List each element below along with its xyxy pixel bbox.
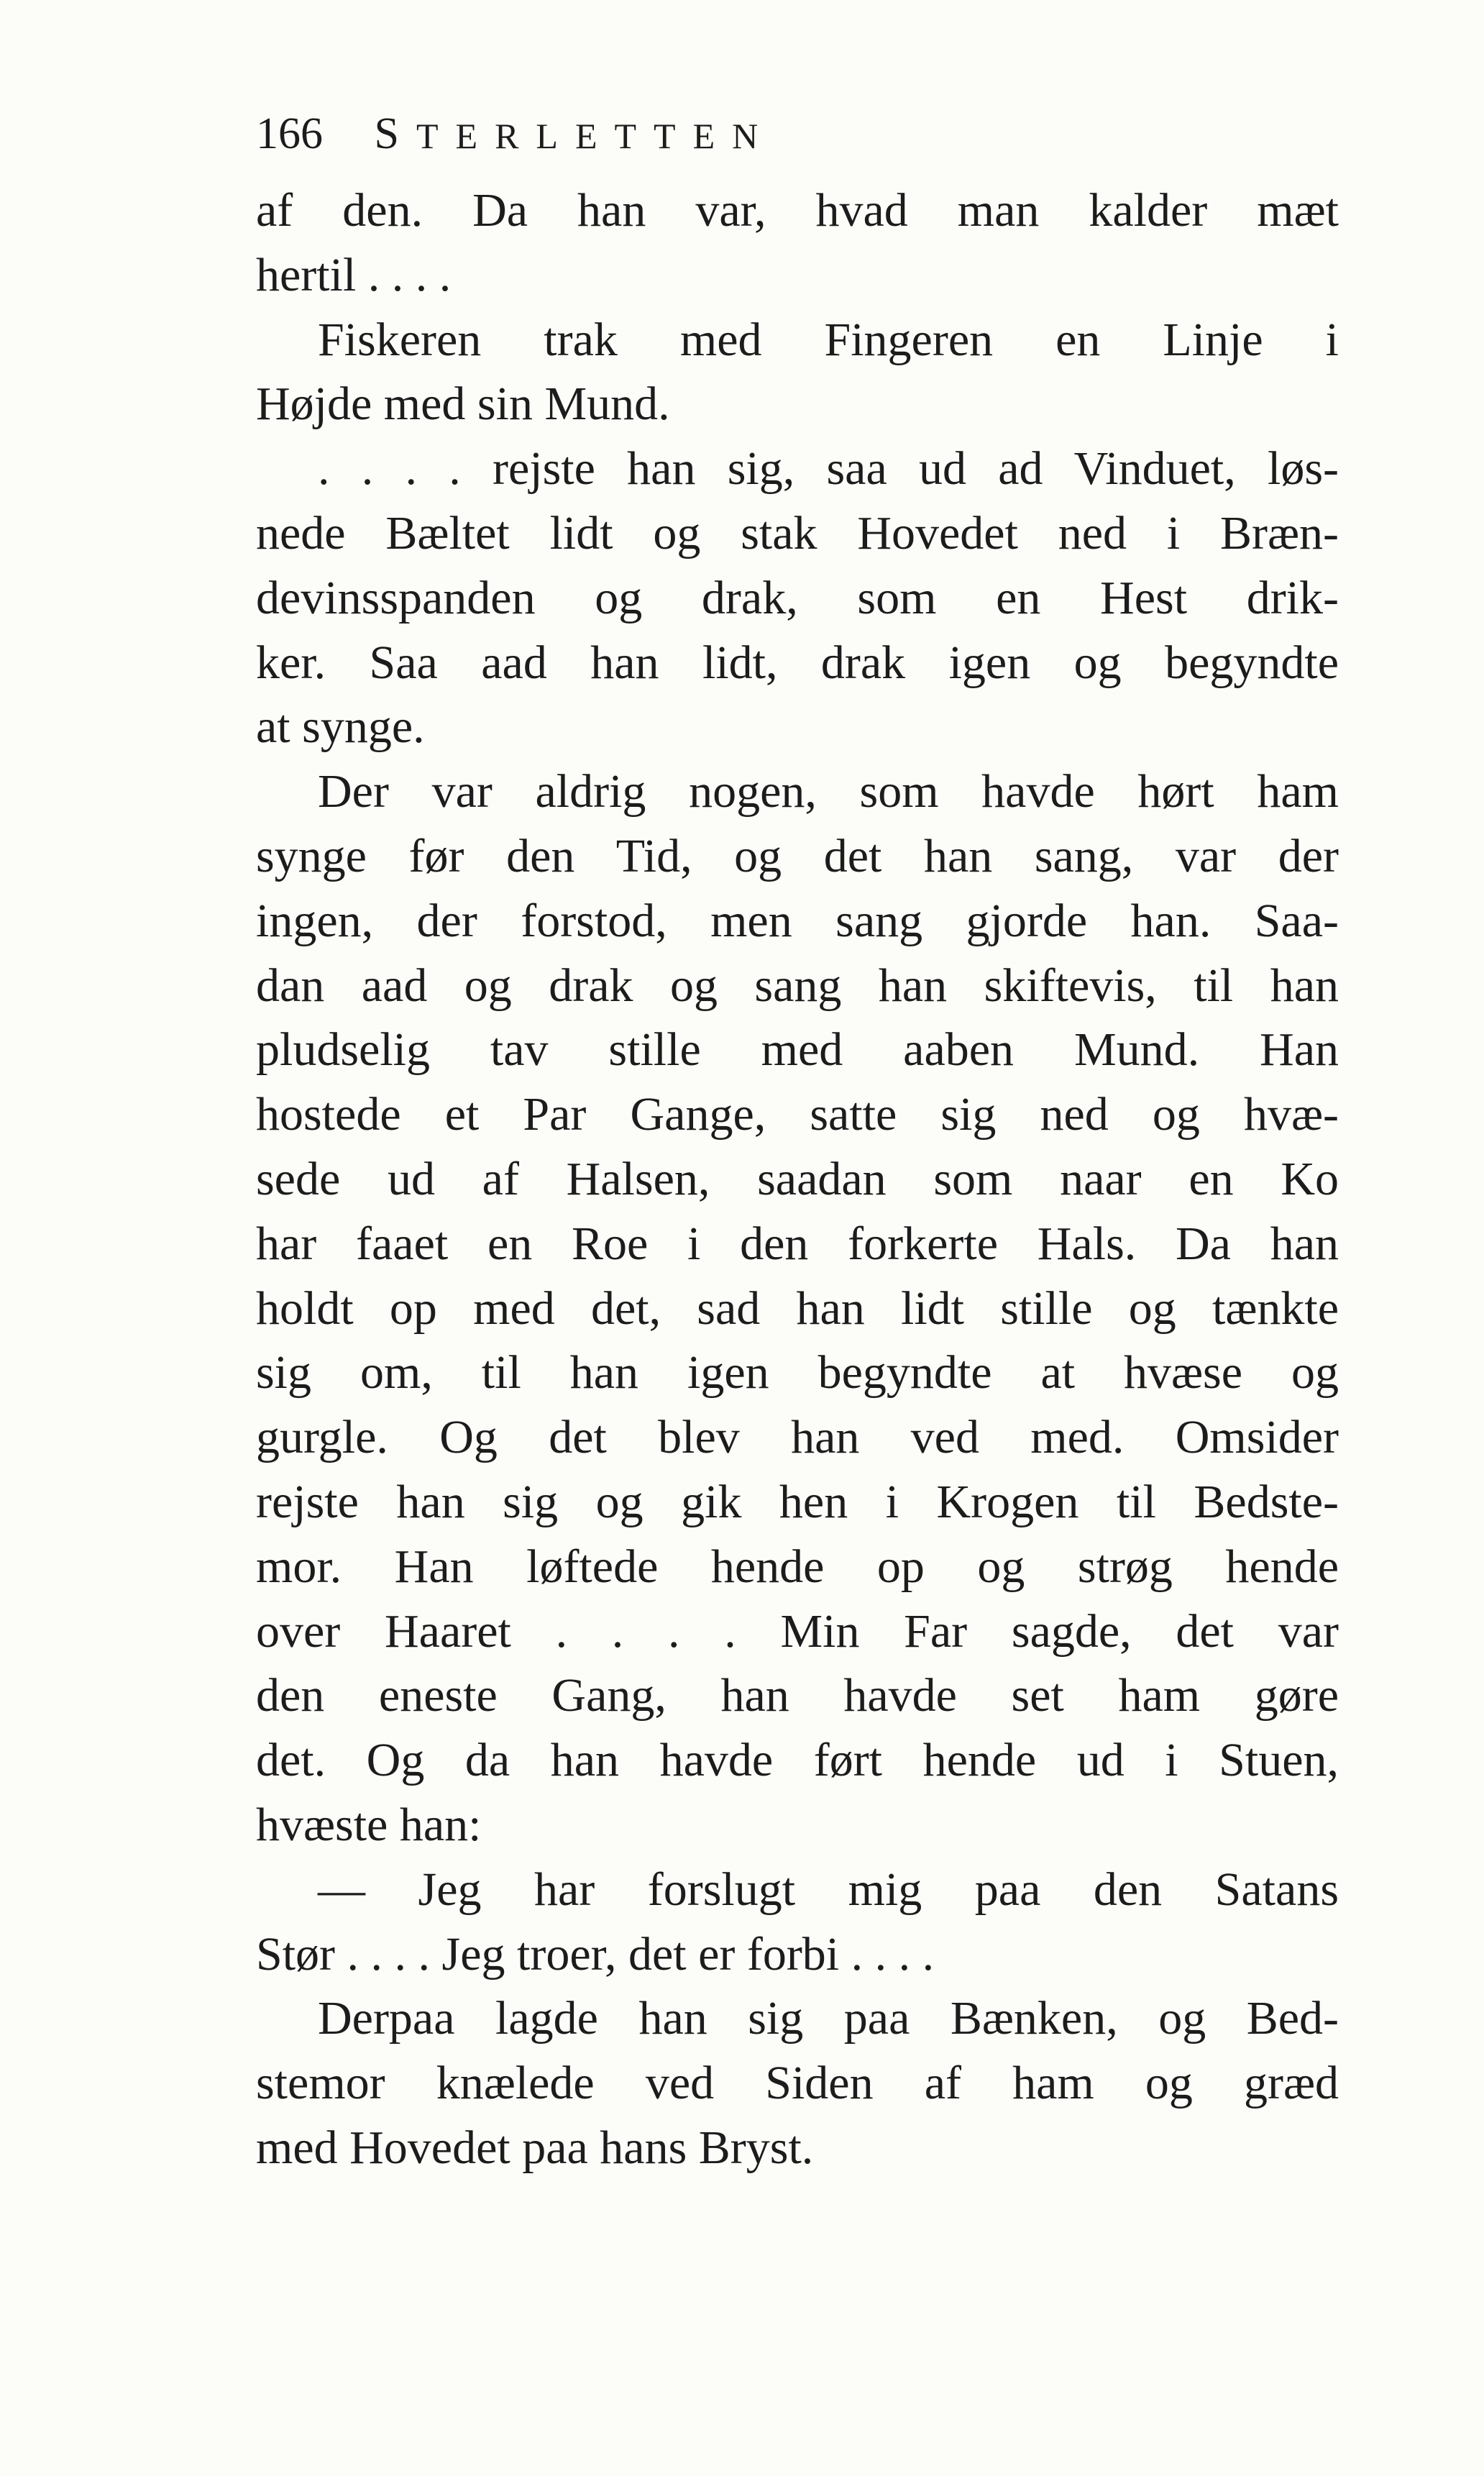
text-line: Derpaa lagde han sig paa Bænken, og Bed- — [318, 1992, 1339, 2045]
text-line: — Jeg har forslugt mig paa den Satans — [318, 1863, 1339, 1916]
text-line: med Hovedet paa hans Bryst. — [256, 2121, 814, 2174]
running-title: STERLETTEN — [374, 109, 776, 158]
text-line: ingen, der forstod, men sang gjorde han. Saa- — [256, 894, 1339, 947]
text-line: sig om, til han igen begyndte at hvæse og — [256, 1346, 1339, 1399]
text-line: Stør . . . . Jeg troer, det er forbi . . . . — [256, 1927, 935, 1981]
text-line: holdt op med det, sad han lidt stille og tænkte — [256, 1282, 1339, 1335]
text-line: hostede et Par Gange, satte sig ned og hvæ- — [256, 1088, 1339, 1141]
text-line: synge før den Tid, og det han sang, var der — [256, 829, 1339, 882]
page-number: 166 — [256, 109, 323, 158]
text-line: den eneste Gang, han havde set ham gøre — [256, 1669, 1339, 1722]
text-line: mor. Han løftede hende op og strøg hende — [256, 1540, 1339, 1593]
text-line: ker. Saa aad han lidt, drak igen og begyndte — [256, 636, 1339, 689]
text-line: af den. Da han var, hvad man kalder mæt — [256, 184, 1339, 237]
text-line: devinsspanden og drak, som en Hest drik- — [256, 571, 1339, 624]
text-line: sede ud af Halsen, saadan som naar en Ko — [256, 1152, 1339, 1205]
text-line: nede Bæltet lidt og stak Hovedet ned i Bræn- — [256, 506, 1339, 559]
text-line: dan aad og drak og sang han skiftevis, til han — [256, 959, 1339, 1012]
text-line: at synge. — [256, 700, 425, 754]
text-line: Fiskeren trak med Fingeren en Linje i — [318, 313, 1339, 366]
text-line: Højde med sin Mund. — [256, 378, 670, 431]
text-line: gurgle. Og det blev han ved med. Omsider — [256, 1411, 1339, 1464]
text-line: hertil . . . . — [256, 248, 452, 301]
text-line: hvæste han: — [256, 1798, 482, 1851]
body-text — [256, 178, 1339, 2180]
text-line: over Haaret . . . . Min Far sagde, det var — [256, 1604, 1339, 1658]
text-line: har faaet en Roe i den forkerte Hals. Da han — [256, 1217, 1339, 1270]
text-line: rejste han sig og gik hen i Krogen til Bedste- — [256, 1475, 1339, 1528]
text-line: . . . . rejste han sig, saa ud ad Vinduet, løs- — [318, 442, 1339, 495]
text-line: stemor knælede ved Siden af ham og græd — [256, 2057, 1339, 2110]
text-line: pludselig tav stille med aaben Mund. Han — [256, 1023, 1339, 1077]
text-line: det. Og da han havde ført hende ud i Stuen, — [256, 1734, 1339, 1787]
text-line: Der var aldrig nogen, som havde hørt ham — [318, 765, 1339, 818]
running-head — [256, 105, 1334, 163]
